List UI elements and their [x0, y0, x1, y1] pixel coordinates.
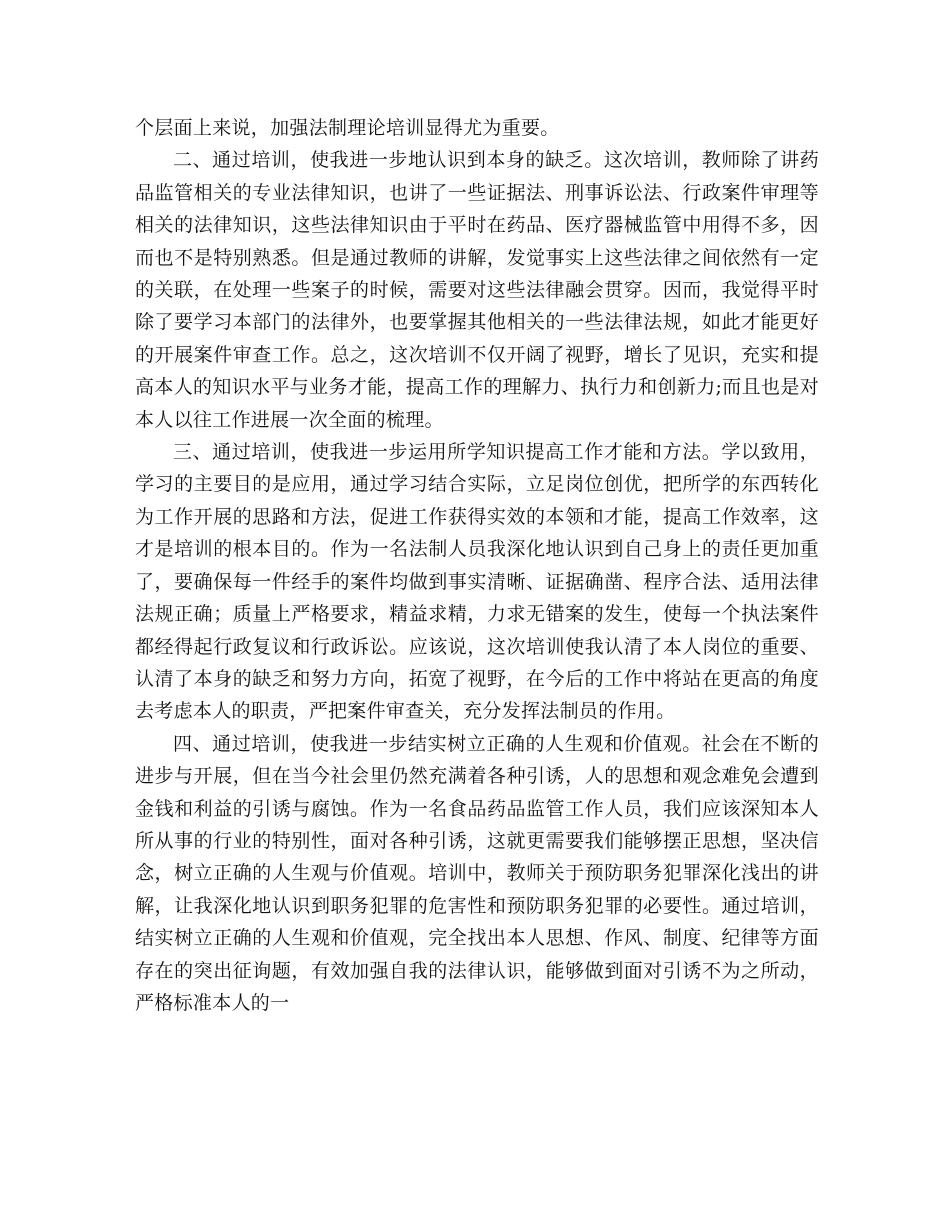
paragraph-continuation: 个层面上来说，加强法制理论培训显得尤为重要。 [135, 117, 560, 139]
document-body [135, 112, 819, 1019]
paragraph-section-two: 二、通过培训，使我进一步地认识到本身的缺乏。这次培训，教师除了讲药品监管相关的专业法律知识，也讲了一些证据法、刑事诉讼法、行政案件审理等相关的法律知识，这些法律知识由于平时在药品、医疗器械监管中用得不多，因而也不是特别熟悉。但是通过教师的讲解，发觉事实上这些法律之间依然有一定的关联，在处理一些案子的时候，需要对这些法律融会贯穿。因而，我觉得平时除了要学习本部门的法律外，也要掌握其他相关的一些法律法规，如此才能更好的开展案件审查工作。总之，这次培训不仅开阔了视野，增长了见识，充实和提高本人的知识水平与业务才能，提高工作的理解力、执行力和创新力;而且也是对本人以往工作进展一次全面的梳理。 [135, 149, 819, 431]
paragraph-section-four: 四、通过培训，使我进一步结实树立正确的人生观和价值观。社会在不断的进步与开展，但在当今社会里仍然充满着各种引诱，人的思想和观念难免会遭到金钱和利益的引诱与腐蚀。作为一名食品药品监管工作人员，我们应该深知本人所从事的行业的特别性，面对各种引诱，这就更需要我们能够摆正思想，坚决信念，树立正确的人生观与价值观。培训中，教师关于预防职务犯罪深化浅出的讲解，让我深化地认识到职务犯罪的危害性和预防职务犯罪的必要性。通过培训，结实树立正确的人生观和价值观，完全找出本人思想、作风、制度、纪律等方面存在的突出征询题，有效加强自我的法律认识，能够做到面对引诱不为之所动，严格标准本人的一 [135, 732, 819, 1014]
paragraph-section-three: 三、通过培训，使我进一步运用所学知识提高工作才能和方法。学以致用，学习的主要目的是应用，通过学习结合实际，立足岗位创优，把所学的东西转化为工作开展的思路和方法，促进工作获得实效的本领和才能，提高工作效率，这才是培训的根本目的。作为一名法制人员我深化地认识到自己身上的责任更加重了，要确保每一件经手的案件均做到事实清晰、证据确凿、程序合法、适用法律法规正确；质量上严格要求，精益求精，力求无错案的发生，使每一个执法案件都经得起行政复议和行政诉讼。应该说，这次培训使我认清了本人岗位的重要、认清了本身的缺乏和努力方向，拓宽了视野，在今后的工作中将站在更高的角度去考虑本人的职责，严把案件审查关，充分发挥法制员的作用。 [135, 441, 819, 723]
